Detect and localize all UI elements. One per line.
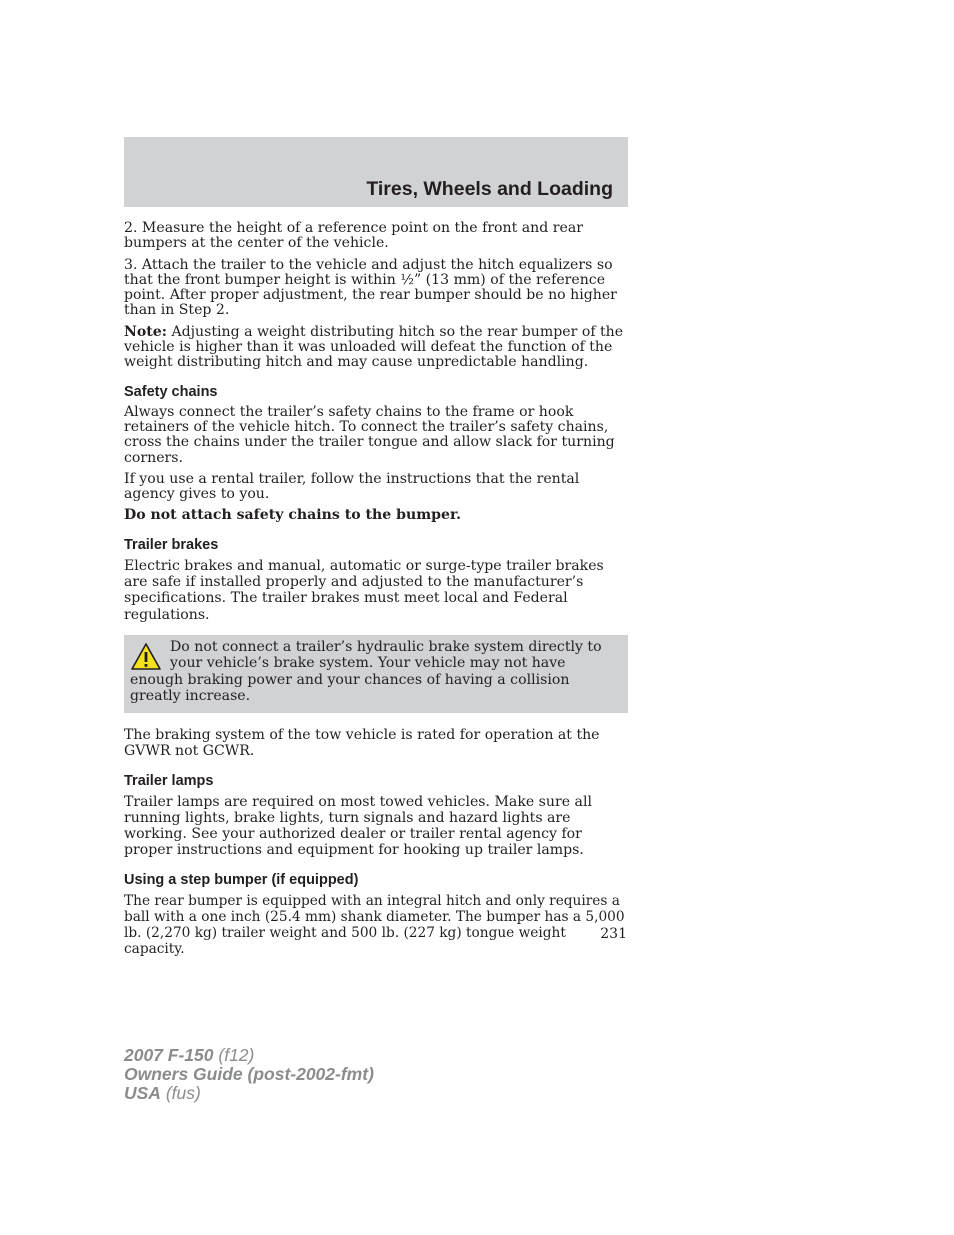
trailer-brakes-heading: Trailer brakes xyxy=(124,536,219,553)
warning-triangle-icon xyxy=(130,642,162,672)
warning-box xyxy=(124,635,628,713)
step-bumper-paragraph: The rear bumper is equipped with an integral hitch and only requires a ball with a one inch (25.4 mm) shank diameter. The bumper has a 5,000 lb. (2,270 kg) trailer weight and 500 lb. (227 kg) tongue weight capacity. xyxy=(124,892,625,957)
section-header-band xyxy=(124,137,628,207)
warning-text: Do not connect a trailer’s hydraulic brake system directly to your vehicle’s brake system. Your vehicle may not have enough braking power and your chances of having a collision greatly increase. xyxy=(130,638,602,705)
trailer-brakes-paragraph-2: The braking system of the tow vehicle is rated for operation at the GVWR not GCWR. xyxy=(124,726,600,760)
footer-line-2 xyxy=(124,1065,374,1084)
note-paragraph xyxy=(124,325,628,371)
footer-line-1 xyxy=(124,1046,374,1065)
note-text: Adjusting a weight distributing hitch so the rear bumper of the vehicle is higher than it was unloaded will defeat the function of the weight distributing hitch and may cause unpredictable handling. xyxy=(124,323,624,371)
footer-guide-name: Owners Guide (post-2002-fmt) xyxy=(124,1064,374,1084)
step-3-paragraph: 3. Attach the trailer to the vehicle and adjust the hitch equalizers so that the front bumper height is within ½” (13 mm) of the reference point. After proper adjustment, the rear bumper should be no higher than in Step 2. xyxy=(124,256,617,319)
safety-chains-bold-text: Do not attach safety chains to the bumper. xyxy=(124,507,462,524)
section-title: Tires, Wheels and Loading xyxy=(366,178,613,200)
step-bumper-heading: Using a step bumper (if equipped) xyxy=(124,871,359,888)
safety-chains-heading: Safety chains xyxy=(124,383,218,400)
footer-market-code: (fus) xyxy=(160,1083,201,1103)
trailer-lamps-heading: Trailer lamps xyxy=(124,772,214,789)
trailer-lamps-paragraph: Trailer lamps are required on most towed vehicles. Make sure all running lights, brake lights, turn signals and hazard lights are working. See your authorized dealer or trailer rental agency for proper instructions and equipment for hooking up trailer lamps. xyxy=(124,793,592,859)
footer-model: 2007 F-150 xyxy=(124,1045,214,1065)
step-2-paragraph: 2. Measure the height of a reference point on the front and rear bumpers at the center of the vehicle. xyxy=(124,220,583,252)
note-label: Note: xyxy=(124,323,167,340)
footer-market: USA xyxy=(124,1083,161,1103)
safety-chains-paragraph-1: Always connect the trailer’s safety chains to the frame or hook retainers of the vehicle hitch. To connect the trailer’s safety chains, cross the chains under the trailer tongue and allow slack for turning corners. xyxy=(124,403,615,466)
document-footer xyxy=(124,1046,374,1103)
safety-chains-warning-bold xyxy=(124,508,628,523)
page-content xyxy=(124,221,628,957)
safety-chains-paragraph-2: If you use a rental trailer, follow the instructions that the rental agency gives to you. xyxy=(124,470,580,503)
page-number: 231 xyxy=(600,926,627,942)
footer-model-code: (f12) xyxy=(213,1045,255,1065)
trailer-brakes-paragraph-1: Electric brakes and manual, automatic or surge-type trailer brakes are safe if installed properly and adjusted to the manufacturer’s specifications. The trailer brakes must meet local and Federal regulations. xyxy=(124,557,604,623)
footer-line-3 xyxy=(124,1084,374,1103)
